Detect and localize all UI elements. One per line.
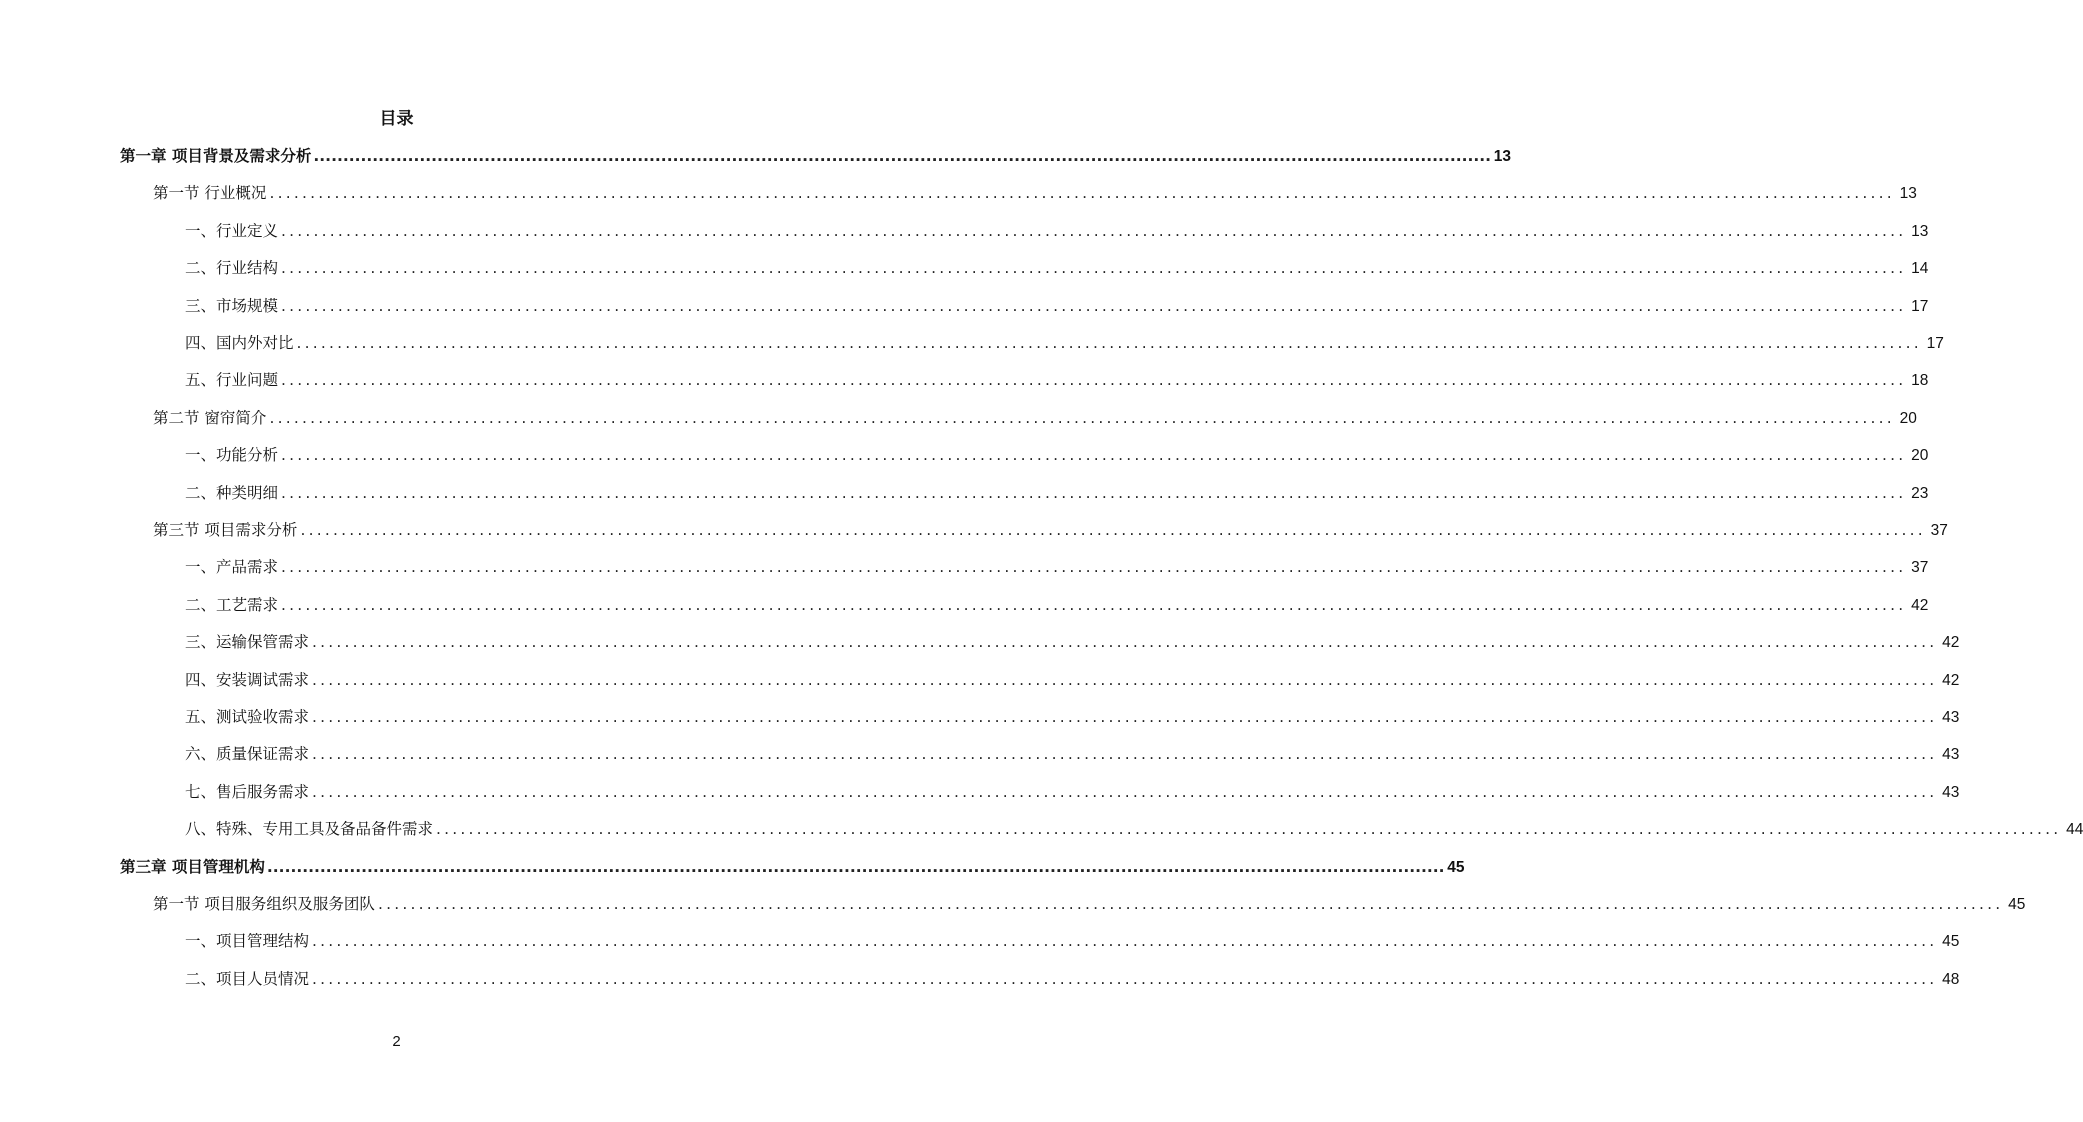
- toc-entry-page: 45: [1942, 933, 1960, 951]
- toc-dot-leader: ........................................................................................................................................................................................................: [281, 483, 1907, 502]
- toc-entry[interactable]: [185, 930, 1960, 952]
- toc-dot-leader: ........................................................................................................................................................................................................: [281, 371, 1907, 390]
- toc-dot-leader: ........................................................................................................................................................................................................: [281, 296, 1907, 315]
- toc-dot-leader: ........................................................................................................................................................................................................: [377, 895, 2004, 913]
- toc-dot-leader: ........................................................................................................................................................................................................: [313, 147, 1492, 165]
- toc-dot-leader: ........................................................................................................................................................................................................: [281, 558, 1907, 577]
- toc-entry[interactable]: [185, 482, 1929, 504]
- toc-entry[interactable]: [185, 818, 2083, 840]
- toc-entry-page: 43: [1942, 783, 1960, 801]
- toc-entry-page: 37: [1930, 522, 1948, 539]
- toc-entry[interactable]: [185, 369, 1929, 391]
- toc-entry-label: 一、功能分析: [185, 446, 279, 465]
- toc-dot-leader: ........................................................................................................................................................................................................: [296, 334, 1922, 352]
- toc-entry[interactable]: [120, 145, 1512, 167]
- toc-entry-page: 42: [1911, 596, 1929, 614]
- toc-entry[interactable]: [185, 220, 1929, 242]
- toc-entry-label: 一、行业定义: [185, 221, 279, 240]
- toc-entry-label: 七、售后服务需求: [185, 782, 310, 801]
- toc-entry[interactable]: [185, 295, 1929, 317]
- toc-entry[interactable]: [185, 257, 1929, 279]
- toc-entry-label: 一、项目管理结构: [185, 932, 310, 951]
- toc-entry-label: 第一节 项目服务组织及服务团队: [153, 895, 375, 913]
- toc-title: 目录: [379, 109, 414, 129]
- toc-dot-leader: ........................................................................................................................................................................................................: [312, 782, 1938, 801]
- toc-entry[interactable]: [120, 856, 1465, 878]
- toc-entry-page: 48: [1942, 970, 1960, 988]
- toc-entry[interactable]: [185, 781, 1960, 803]
- toc-dot-leader: ........................................................................................................................................................................................................: [269, 408, 1895, 427]
- toc-entry-page: 23: [1911, 484, 1929, 502]
- toc-dot-leader: ........................................................................................................................................................................................................: [266, 857, 1445, 876]
- toc-entry[interactable]: [185, 706, 1960, 728]
- toc-entry-label: 二、行业结构: [185, 259, 279, 278]
- toc-entry-page: 17: [1926, 335, 1944, 352]
- toc-entry-page: 20: [1899, 409, 1917, 427]
- toc-dot-leader: ........................................................................................................................................................................................................: [281, 221, 1907, 240]
- toc-entry-page: 45: [1447, 858, 1465, 876]
- toc-dot-leader: ........................................................................................................................................................................................................: [281, 259, 1907, 278]
- toc-entry[interactable]: [185, 743, 1960, 765]
- toc-entry[interactable]: [153, 407, 1917, 429]
- page-number: 2: [392, 1033, 401, 1050]
- toc-entry-label: 四、国内外对比: [185, 334, 294, 352]
- toc-dot-leader: ........................................................................................................................................................................................................: [281, 446, 1907, 465]
- toc-entry-page: 13: [1493, 148, 1512, 165]
- toc-entry-label: 第二节 窗帘简介: [153, 408, 267, 427]
- toc-entry[interactable]: [153, 182, 1917, 204]
- toc-dot-leader: ........................................................................................................................................................................................................: [300, 521, 1926, 539]
- toc-entry-page: 20: [1911, 447, 1929, 465]
- toc-entry-label: 二、项目人员情况: [185, 969, 310, 988]
- toc-entry-label: 五、测试验收需求: [185, 708, 310, 726]
- toc-dot-leader: ........................................................................................................................................................................................................: [312, 969, 1938, 988]
- toc-entry-label: 第一节 行业概况: [153, 184, 267, 203]
- toc-entry-label: 一、产品需求: [185, 558, 279, 577]
- toc-entry-label: 八、特殊、专用工具及备品备件需求: [185, 820, 434, 839]
- toc-entry-label: 二、工艺需求: [185, 595, 279, 614]
- toc-entry-page: 43: [1942, 709, 1960, 726]
- toc-dot-leader: ........................................................................................................................................................................................................: [312, 670, 1938, 689]
- toc-entry-label: 三、运输保管需求: [185, 633, 310, 652]
- toc-dot-leader: ........................................................................................................................................................................................................: [312, 708, 1938, 726]
- toc-entry[interactable]: [185, 594, 1929, 616]
- toc-entry-page: 18: [1911, 372, 1929, 390]
- toc-entry-page: 14: [1911, 260, 1929, 278]
- toc-entry-page: 37: [1911, 559, 1929, 577]
- toc-entry[interactable]: [185, 556, 1929, 578]
- toc-dot-leader: ........................................................................................................................................................................................................: [312, 745, 1938, 764]
- toc-entry-label: 六、质量保证需求: [185, 745, 310, 764]
- toc-entry-label: 第一章 项目背景及需求分析: [120, 147, 312, 165]
- toc-entry-page: 42: [1942, 671, 1960, 689]
- toc-entry-label: 三、市场规模: [185, 296, 279, 315]
- toc-entry-label: 第三节 项目需求分析: [153, 521, 298, 539]
- toc-entry[interactable]: [185, 669, 1960, 691]
- toc-entry[interactable]: [185, 444, 1929, 466]
- toc-dot-leader: ........................................................................................................................................................................................................: [312, 633, 1938, 652]
- toc-entry[interactable]: [185, 968, 1960, 990]
- toc-entry[interactable]: [185, 332, 1944, 354]
- toc-entry-page: 45: [2008, 896, 2026, 913]
- toc-entry-page: 17: [1911, 297, 1929, 315]
- toc-dot-leader: ........................................................................................................................................................................................................: [269, 184, 1895, 203]
- toc-entry[interactable]: [153, 519, 1948, 541]
- toc-entry-label: 二、种类明细: [185, 483, 279, 502]
- toc-dot-leader: ........................................................................................................................................................................................................: [312, 932, 1938, 951]
- toc-entry-page: 13: [1899, 185, 1917, 203]
- toc-entry[interactable]: [185, 631, 1960, 653]
- toc-entry-page: 42: [1942, 634, 1960, 652]
- toc-entry[interactable]: [153, 893, 2026, 915]
- toc-entry-page: 43: [1942, 746, 1960, 764]
- toc-entry-label: 五、行业问题: [185, 371, 279, 390]
- toc-entry-page: 13: [1911, 222, 1929, 240]
- toc-entry-label: 第三章 项目管理机构: [120, 857, 265, 876]
- toc-dot-leader: ........................................................................................................................................................................................................: [436, 820, 2062, 839]
- toc-dot-leader: ........................................................................................................................................................................................................: [281, 595, 1907, 614]
- toc-entry-page: 44: [2066, 821, 2083, 839]
- toc-entry-label: 四、安装调试需求: [185, 670, 310, 689]
